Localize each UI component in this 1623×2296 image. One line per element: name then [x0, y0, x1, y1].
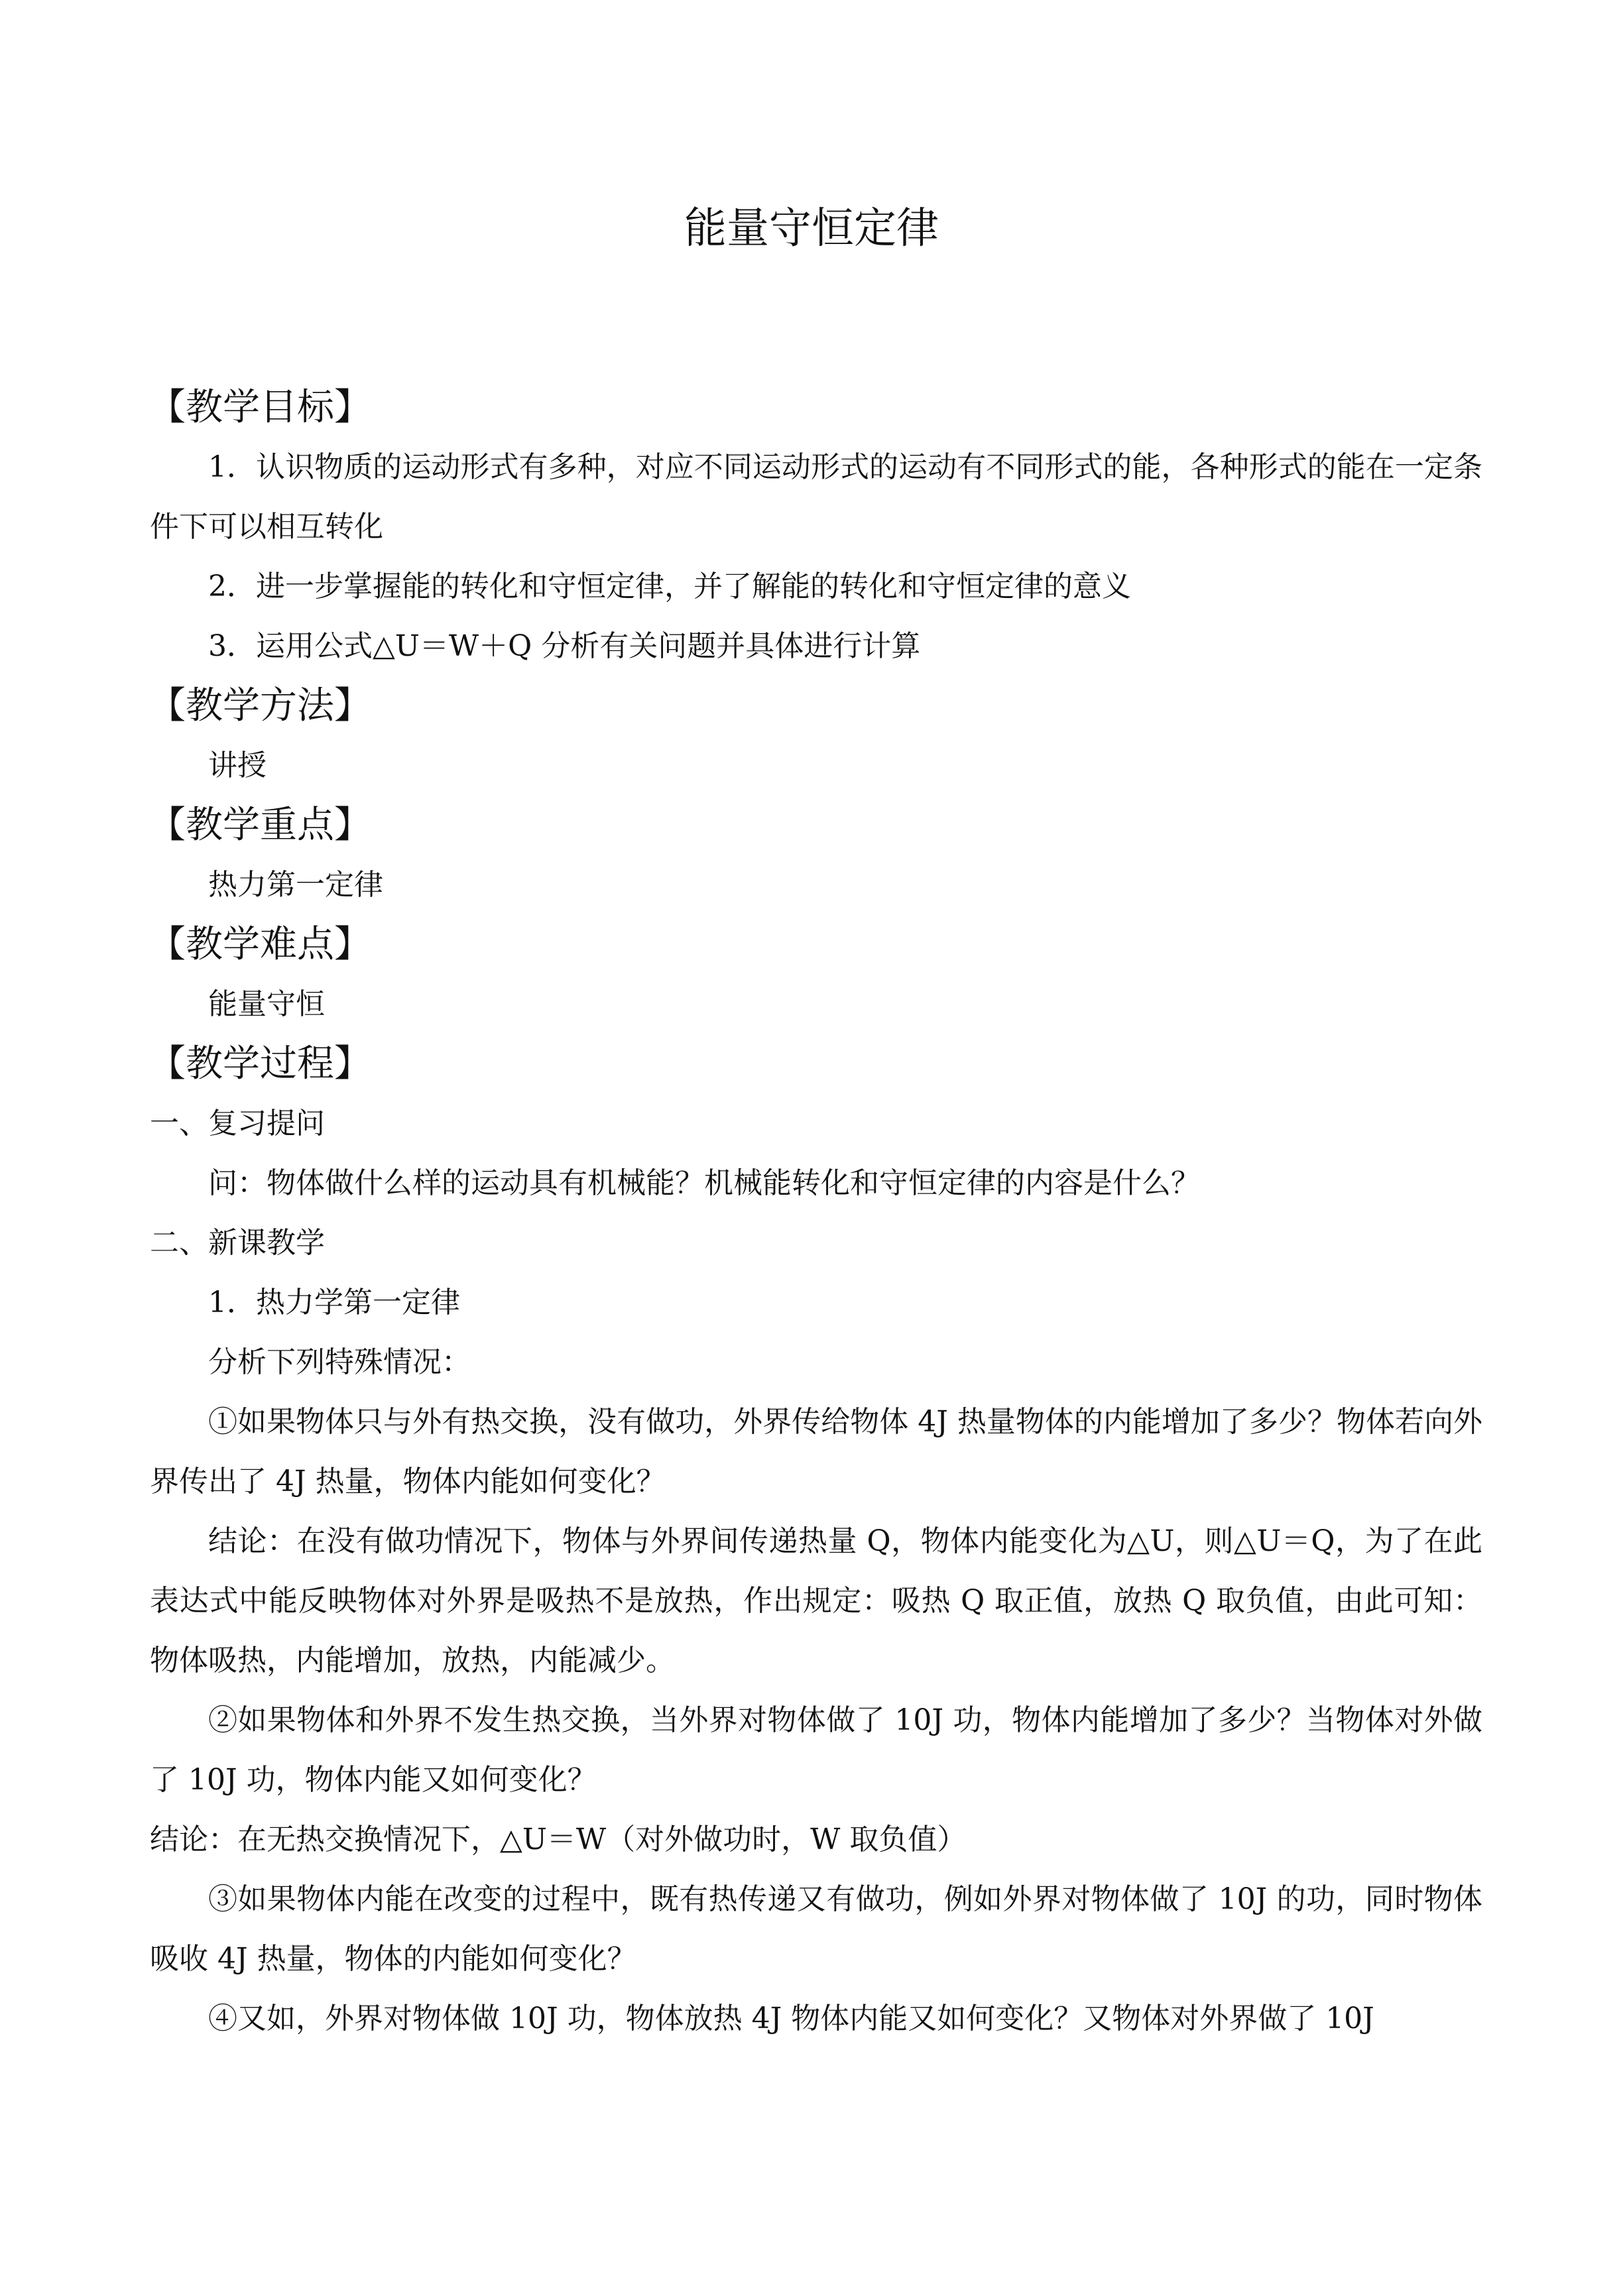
review-heading: 一、复习提问: [150, 1107, 325, 1140]
case-1: ①如果物体只与外有热交换，没有做功，外界传给物体 4J 热量物体的内能增加了多少？物体若向外界传出了 4J 热量，物体内能如何变化？: [150, 1405, 1482, 1498]
section-heading-difficulty: 【教学难点】: [149, 923, 371, 966]
case-3: ③如果物体内能在改变的过程中，既有热传递又有做功，例如外界对物体做了 10J 的功，同时物体吸收 4J 热量，物体的内能如何变化？: [150, 1882, 1482, 1976]
section-heading-objectives: 【教学目标】: [149, 386, 371, 429]
document-body: [150, 378, 1482, 2049]
conclusion-1: 结论：在没有做功情况下，物体与外界间传递热量 Q，物体内能变化为△U，则△U＝Q，为了在此表达式中能反映物体对外界是吸热不是放热，作出规定：吸热 Q 取正值，放热 Q 取负值，由此可知：物体吸热，内能增加，放热，内能减少。: [150, 1524, 1482, 1677]
objective-item-3: 3．运用公式△U＝W＋Q 分析有关问题并具体进行计算: [208, 629, 921, 663]
objective-item-1: 1．认识物质的运动形式有多种，对应不同运动形式的运动有不同形式的能，各种形式的能在一定条件下可以相互转化: [150, 450, 1482, 544]
analyze-intro: 分析下列特殊情况：: [208, 1345, 471, 1379]
case-2: ②如果物体和外界不发生热交换，当外界对物体做了 10J 功，物体内能增加了多少？当物体对外做了 10J 功，物体内能又如何变化？: [150, 1703, 1482, 1797]
review-question: 问：物体做什么样的运动具有机械能？机械能转化和守恒定律的内容是什么？: [208, 1166, 1200, 1200]
conclusion-2: 结论：在无热交换情况下，△U＝W（对外做功时，W 取负值）: [150, 1823, 967, 1856]
method-text: 讲授: [208, 749, 267, 782]
difficulty-text: 能量守恒: [208, 987, 325, 1021]
document-title: 能量守恒定律: [684, 204, 939, 253]
objective-item-2: 2．进一步掌握能的转化和守恒定律，并了解能的转化和守恒定律的意义: [208, 570, 1131, 603]
case-4: ④又如，外界对物体做 10J 功，物体放热 4J 物体内能又如何变化？又物体对外界做了 10J: [208, 2002, 1374, 2035]
key-point-text: 热力第一定律: [208, 868, 383, 902]
section-heading-key-point: 【教学重点】: [149, 804, 371, 847]
section-heading-method: 【教学方法】: [149, 684, 371, 727]
new-lesson-heading: 二、新课教学: [150, 1226, 325, 1260]
subsection-first-law: 1．热力学第一定律: [208, 1286, 460, 1319]
section-heading-process: 【教学过程】: [149, 1042, 371, 1085]
